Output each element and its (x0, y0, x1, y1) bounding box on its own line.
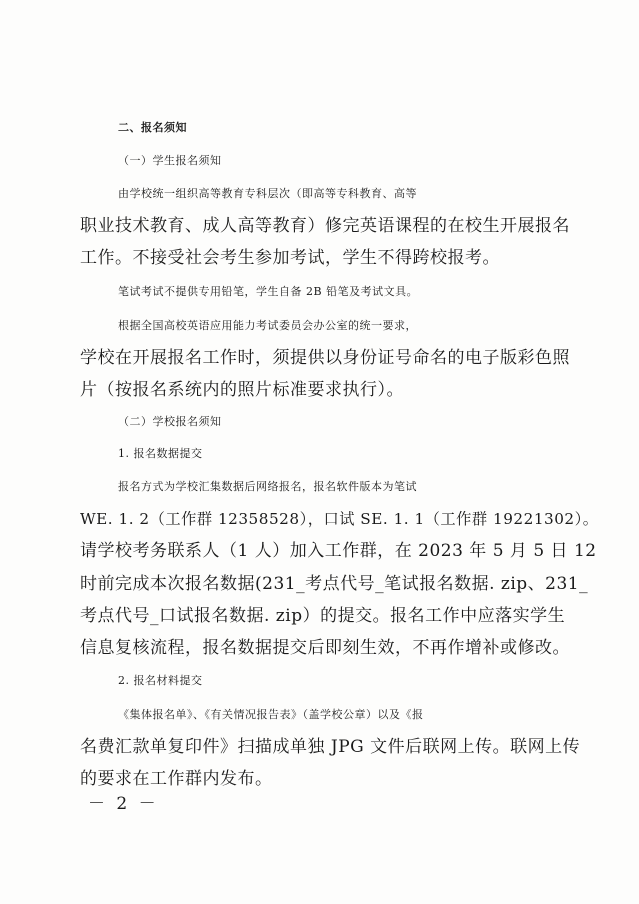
item-1-line-4: 时前完成本次报名数据(231_考点代号_笔试报名数据. zip、231_ (80, 574, 589, 594)
paragraph-1-line-2: 职业技术教育、成人高等教育）修完英语课程的在校生开展报名 (80, 216, 570, 236)
item-2-title: 2. 报名材料提交 (118, 674, 203, 687)
paragraph-1-line-3: 工作。不接受社会考生参加考试，学生不得跨校报考。 (80, 248, 500, 268)
item-1-line-2: WE. 1. 2（工作群 12358528），口试 SE. 1. 1（工作群 19221302）。 (80, 510, 599, 528)
paragraph-1-line-1: 由学校统一组织高等教育专科层次（即高等专科教育、高等 (118, 187, 417, 200)
item-1-line-6: 信息复核流程，报名数据提交后即刻生效，不再作增补或修改。 (80, 638, 570, 658)
item-2-line-3: 的要求在工作群内发布。 (80, 769, 273, 789)
paragraph-2-line-1: 笔试考试不提供专用铅笔，学生自备 2B 铅笔及考试文具。 (118, 285, 419, 298)
paragraph-3-line-2: 学校在开展报名工作时，须提供以身份证号命名的电子版彩色照 (80, 348, 570, 368)
paragraph-3-line-3: 片（按报名系统内的照片标准要求执行）。 (80, 380, 404, 400)
page-number: － 2 － (88, 794, 159, 814)
item-1-line-1: 报名方式为学校汇集数据后网络报名，报名软件版本为笔试 (118, 480, 417, 493)
subsection-1-title: （一）学生报名须知 (118, 154, 222, 167)
item-1-line-5: 考点代号_口试报名数据. zip）的提交。报名工作中应落实学生 (80, 606, 566, 626)
paragraph-3-line-1: 根据全国高校英语应用能力考试委员会办公室的统一要求， (118, 319, 417, 332)
section-heading: 二、报名须知 (118, 121, 187, 134)
item-2-line-2: 名费汇款单复印件》扫描成单独 JPG 文件后联网上传。联网上传 (80, 737, 581, 757)
item-1-line-3: 请学校考务联系人（1 人）加入工作群，在 2023 年 5 月 5 日 12 (80, 541, 597, 561)
item-1-title: 1. 报名数据提交 (118, 447, 203, 460)
item-2-line-1: 《集体报名单》、《有关情况报告表》（盖学校公章）以及《报 (118, 708, 424, 721)
subsection-2-title: （二）学校报名须知 (118, 415, 222, 428)
